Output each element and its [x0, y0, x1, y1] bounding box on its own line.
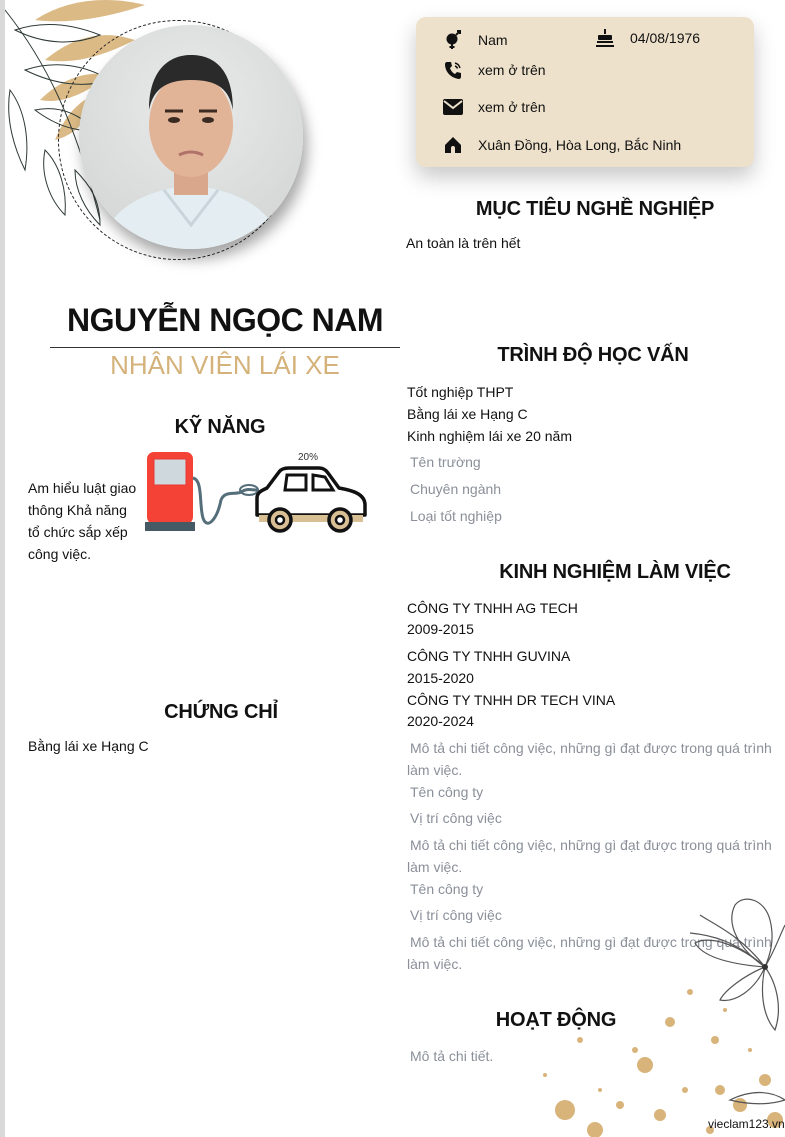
- certificates-title: CHỨNG CHỈ: [164, 701, 278, 723]
- address-row: [442, 134, 681, 156]
- job-period: 2020-2024: [407, 713, 474, 729]
- home-icon: [442, 134, 464, 156]
- skills-title: KỸ NĂNG: [174, 416, 266, 438]
- watermark-link[interactable]: vieclam123.vn: [708, 1117, 785, 1131]
- birthday-cake-icon: [594, 27, 616, 49]
- skill-progress-art: [145, 450, 370, 535]
- birthday-row: [594, 27, 700, 49]
- gender-icon: [442, 29, 464, 51]
- job-position-placeholder[interactable]: Vị trí công việc: [410, 907, 502, 923]
- avatar-photo: [79, 25, 303, 249]
- activities-title: HOẠT ĐỘNG: [495, 1009, 617, 1031]
- email-row: [442, 96, 546, 118]
- education-placeholder-degree[interactable]: Loại tốt nghiệp: [410, 508, 502, 524]
- education-item: Kinh nghiệm lái xe 20 năm: [407, 428, 572, 444]
- birthday-value: 04/08/1976: [630, 30, 701, 46]
- education-item: Bằng lái xe Hạng C: [407, 406, 528, 422]
- job-company-placeholder[interactable]: Tên công ty: [410, 784, 484, 800]
- education-placeholder-school[interactable]: Tên trường: [410, 454, 481, 470]
- address-value: Xuân Đồng, Hòa Long, Bắc Ninh: [478, 137, 682, 153]
- candidate-name: NGUYỄN NGỌC NAM: [66, 302, 384, 338]
- job-period: 2009-2015: [407, 621, 474, 637]
- activities-placeholder[interactable]: Mô tả chi tiết.: [410, 1048, 494, 1064]
- gender-row: [442, 29, 508, 51]
- job-company: CÔNG TY TNHH AG TECH: [407, 600, 578, 616]
- phone-row: [442, 59, 546, 81]
- experience-title: KINH NGHIỆM LÀM VIỆC: [499, 561, 731, 583]
- gender-value: Nam: [478, 32, 508, 48]
- job-company-placeholder[interactable]: Tên công ty: [410, 881, 484, 897]
- education-placeholder-major[interactable]: Chuyên ngành: [410, 481, 502, 497]
- objective-text: An toàn là trên hết: [406, 235, 521, 251]
- education-item: Tốt nghiệp THPT: [407, 384, 514, 400]
- skills-text: Am hiểu luật giao thông Khả năng tổ chức sắp xếp công việc.: [28, 480, 137, 562]
- phone-value: xem ở trên: [478, 62, 546, 78]
- avatar: [79, 25, 303, 249]
- name-divider: [50, 347, 400, 348]
- job-description-placeholder[interactable]: Mô tả chi tiết công việc, những gì đạt được trong quá trình làm việc.: [407, 837, 772, 875]
- fuel-pump-icon: [145, 452, 258, 531]
- job-position-placeholder[interactable]: Vị trí công việc: [410, 810, 502, 826]
- skill-progress-label: 20%: [298, 452, 319, 463]
- job-title: NHÂN VIÊN LÁI XE: [110, 350, 340, 380]
- job-company: CÔNG TY TNHH DR TECH VINA: [407, 692, 616, 708]
- email-value: xem ở trên: [478, 99, 546, 115]
- phone-icon: [442, 59, 464, 81]
- job-period: 2015-2020: [407, 670, 474, 686]
- objective-title: MỤC TIÊU NGHỀ NGHIỆP: [475, 198, 715, 220]
- gold-splatter-decoration-icon: [540, 980, 785, 1137]
- contact-info-card: [416, 17, 754, 167]
- car-icon: [257, 468, 365, 531]
- education-title: TRÌNH ĐỘ HỌC VẤN: [497, 344, 689, 366]
- job-description-placeholder[interactable]: Mô tả chi tiết công việc, những gì đạt được trong quá trình làm việc.: [407, 740, 772, 778]
- certificate-item: Bằng lái xe Hạng C: [28, 738, 149, 754]
- job-description-placeholder[interactable]: Mô tả chi tiết công việc, những gì đạt được trong quá trình làm việc.: [407, 934, 772, 972]
- job-company: CÔNG TY TNHH GUVINA: [407, 648, 571, 664]
- envelope-icon: [442, 96, 464, 118]
